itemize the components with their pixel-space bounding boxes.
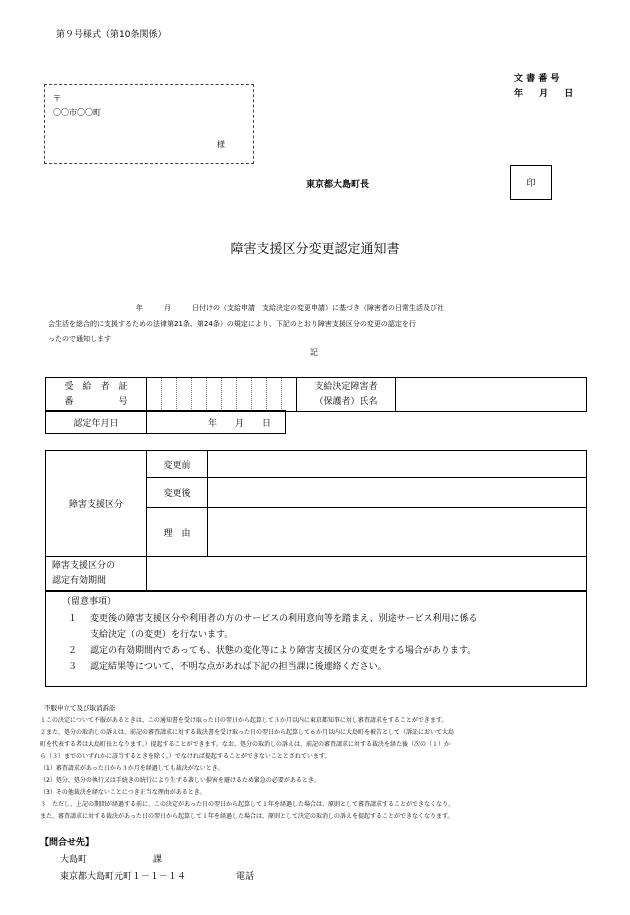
reason-label: 理 由: [147, 508, 208, 557]
contact-address: 東京都大島町元町１－１－１４: [60, 872, 187, 882]
valid-period-label-cell: [46, 557, 147, 591]
address-window: [44, 84, 254, 164]
notes-box: [45, 591, 587, 687]
recipient-number-digit[interactable]: [222, 378, 237, 412]
document-number-label: 文 書 番 号: [514, 74, 560, 84]
valid-period-label-1: 障害支援区分の: [52, 560, 116, 571]
appeal-line: ３ ただし、上記の期間が経過する前に、この決定があった日の翌日から起算して１年を経過した場合は、原則として審査請求することができなくなり、: [40, 801, 454, 808]
recipient-number-digit[interactable]: [237, 378, 252, 412]
recipient-number-label-cell: [46, 378, 147, 412]
recipient-number-digit[interactable]: [207, 378, 222, 412]
note-text: 認定結果等について、不明な点があれば下記の担当課に後連絡ください。: [90, 662, 387, 672]
seal-box: [510, 165, 552, 200]
after-label: 変更後: [147, 478, 208, 508]
note-text: 変更後の障害支援区分や利用者の方のサービスの利用意向等を踏まえ、別途サービス利用に係る: [90, 614, 478, 624]
note-number: ２: [68, 646, 78, 656]
contact-town: 大島町: [60, 855, 88, 865]
intro-line-3: ったので通知します: [48, 335, 111, 343]
contact-dept: 課: [153, 855, 163, 865]
recipient-number-label-1: 受 給 者 証: [64, 381, 128, 392]
contact-phone-label: 電話: [236, 872, 255, 882]
document-date-label: 年 月 日: [514, 89, 574, 99]
recipient-number-digit[interactable]: [267, 378, 282, 412]
decided-person-name-field[interactable]: [396, 378, 587, 412]
recipient-number-digit[interactable]: [192, 378, 207, 412]
note-number: １: [68, 614, 78, 624]
note-text: 認定の有効期間内であっても、状態の変化等により障害支援区分の変更をする場合があります。: [90, 646, 477, 656]
recipient-number-digit[interactable]: [177, 378, 192, 412]
appeal-line: ら（３）までのいずれかに該当するときを除く。）でなければ提起することができないこととされています。: [40, 753, 331, 760]
appeal-line: （1）審査請求があった日から３か月を経過しても裁決がないとき。: [40, 765, 224, 772]
support-category-label: 障害支援区分: [46, 451, 147, 557]
appeal-line: また、審査請求に対する裁決があった日の翌日から起算して１年を経過した場合は、原則として決定の取消しの訴えを提起することができなくなります。: [40, 813, 454, 820]
recipient-number-digit[interactable]: [162, 378, 177, 412]
support-category-table: [45, 450, 587, 591]
appeal-line: 町を代表する者は大島町長となります。）提起することができます。なお、処分の取消しの訴えは、前記の審査請求に対する裁決を経た後（次の（１）か: [40, 741, 451, 748]
note-text-continued: 支給決定（の変更）を行ないます。: [90, 630, 234, 640]
ki-mark: 記: [310, 348, 318, 357]
note-number: ３: [68, 662, 78, 672]
postal-mark: 〒: [53, 94, 61, 103]
seal-mark: 印: [526, 179, 536, 189]
appeal-line: １この決定について不服があるときは、この通知書を受け取った日の翌日から起算して３か月以内に東京都知事に対し審査請求をすることができます。: [40, 717, 448, 724]
intro-line-1: 年 月 日付けの（支給申請 支給決定の変更申請）に基づき（障害者の日常生活及び社: [136, 304, 444, 312]
cert-date-value[interactable]: 年 月 日: [147, 411, 286, 434]
before-value-field[interactable]: [208, 451, 587, 478]
cert-date-label: 認定年月日: [46, 411, 147, 434]
decided-person-label-cell: [297, 378, 396, 412]
appeal-heading: 不服申立て及び取消訴訟: [44, 704, 116, 712]
contact-heading: 【問合せ先】: [40, 838, 95, 848]
after-value-field[interactable]: [208, 478, 587, 508]
recipient-number-digit[interactable]: [252, 378, 267, 412]
intro-line-2: 会生活を総合的に支援するための法律第21条、第24条）の規定により、下記のとおり障害支援区分の変更の認定を行: [48, 320, 416, 328]
recipient-table: [45, 377, 587, 412]
page-title: 障害支援区分変更認定通知書: [230, 242, 400, 257]
before-label: 変更前: [147, 451, 208, 478]
appeal-line: ２また、処分の取消しの訴えは、前記の審査請求に対する裁決書を受け取った日の翌日から起算して６か月以内に大島町を被告として（訴訟において大島: [40, 729, 455, 736]
address-city: 〇〇市〇〇町: [53, 108, 101, 117]
issuer-name: 東京都大島町長: [306, 180, 370, 190]
reason-value-field[interactable]: [208, 508, 587, 557]
address-honorific: 様: [217, 140, 225, 149]
appeal-line: （2）処分、処分の執行又は手続きの続行により生ずる著しい損害を避けるため緊急の必要があるとき。: [40, 777, 320, 784]
recipient-number-digit[interactable]: [282, 378, 297, 412]
recipient-number-label-2: 番 号: [64, 396, 128, 407]
notes-heading: （留意事項）: [62, 597, 117, 607]
valid-period-field[interactable]: [147, 557, 587, 591]
recipient-number-digit[interactable]: [147, 378, 162, 412]
certification-date-table: [45, 410, 286, 434]
decided-person-label-1: 支給決定障害者: [314, 381, 378, 392]
appeal-line: （3）その他裁決を経ないことにつき正当な理由があるとき。: [40, 789, 206, 796]
decided-person-label-2: （保護者）氏名: [314, 396, 378, 407]
form-id: 第９号様式（第10条関係）: [56, 30, 167, 40]
valid-period-label-2: 認定有効期間: [52, 575, 107, 586]
